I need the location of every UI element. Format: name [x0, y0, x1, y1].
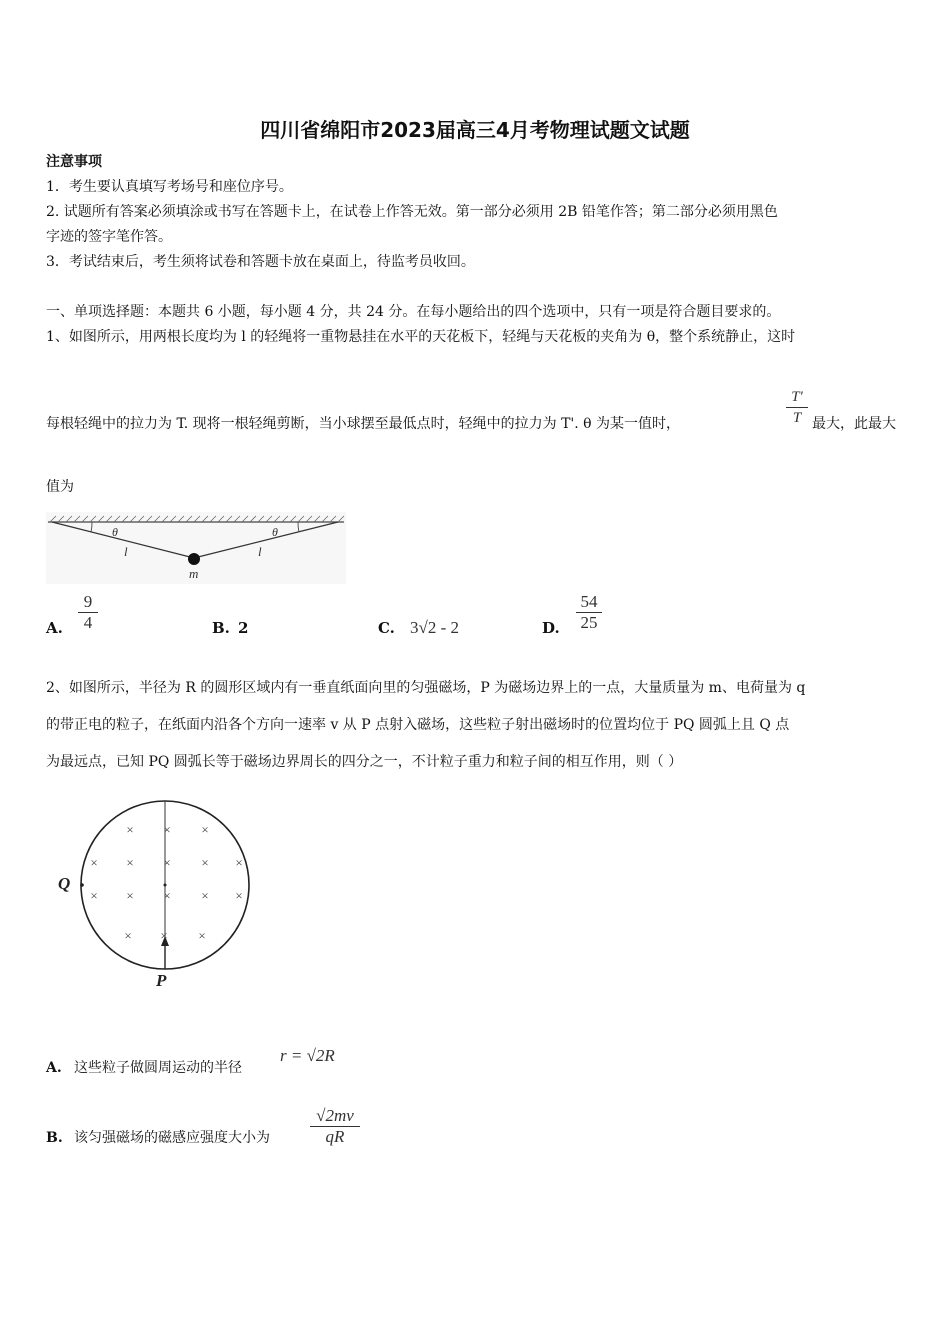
q1-line-2a: 每根轻绳中的拉力为 T. 现将一根轻绳剪断，当小球摆至最低点时，轻绳中的拉力为 T'. θ 为某一值时，	[46, 416, 681, 432]
q2-line-3: 为最远点，已知 PQ 圆弧长等于磁场边界周长的四分之一，不计粒子重力和粒子间的相互作用，则（ ）	[46, 754, 683, 770]
cross: ×	[201, 822, 209, 837]
q2-option-b-num: √2mv	[316, 1106, 354, 1125]
q2-option-a-formula: r = √2R	[280, 1046, 335, 1065]
center-point	[164, 884, 167, 887]
cross: ×	[90, 855, 98, 870]
cross: ×	[126, 888, 134, 903]
q1-option-a-label: A.	[46, 619, 63, 637]
q2-option-a-text: 这些粒子做圆周运动的半径	[74, 1060, 242, 1076]
q1-option-b-label: B.	[212, 619, 230, 637]
field-crosses	[90, 822, 242, 943]
q1-line-3: 值为	[46, 479, 74, 495]
q1-pendulum-figure	[46, 512, 346, 584]
q2-option-b-fraction	[310, 1106, 360, 1147]
cross: ×	[126, 822, 134, 837]
q1-option-c-value: 3√2 - 2	[410, 618, 459, 637]
q1-option-d-num: 54	[580, 592, 598, 611]
theta-left-label: θ	[112, 525, 118, 539]
q1-option-a-num: 9	[83, 592, 93, 611]
section-1-heading: 一、单项选择题：本题共 6 小题，每小题 4 分，共 24 分。在每小题给出的四个选项中，只有一项是符合题目要求的。	[46, 304, 781, 320]
q2-magnetic-field-figure	[54, 800, 264, 992]
cross: ×	[235, 888, 243, 903]
label-p: P	[156, 971, 167, 990]
notice-heading: 注意事项	[46, 154, 102, 170]
cross: ×	[163, 822, 171, 837]
q1-ratio-den: T	[786, 407, 808, 428]
cross: ×	[163, 855, 171, 870]
cross: ×	[160, 928, 168, 943]
q1-option-a-den: 4	[78, 612, 98, 633]
q2-line-1: 2、如图所示，半径为 R 的圆形区域内有一垂直纸面向里的匀强磁场，P 为磁场边界上的一点，大量质量为 m、电荷量为 q	[46, 680, 806, 696]
cross: ×	[198, 928, 206, 943]
q1-option-d-label: D.	[542, 619, 560, 637]
hanging-mass	[188, 553, 200, 565]
notice-item-2-line-2: 字迹的签字笔作答。	[46, 229, 172, 245]
q1-option-b-value: 2	[238, 619, 249, 637]
q2-option-a-label: A.	[46, 1060, 62, 1076]
q1-option-d-fraction	[576, 592, 602, 633]
q1-option-a-fraction	[78, 592, 98, 633]
q1-ratio-fraction	[786, 387, 808, 428]
notice-item-3: 3．考试结束后，考生须将试卷和答题卡放在桌面上，待监考员收回。	[46, 254, 475, 270]
q1-option-c-label: C.	[378, 619, 395, 637]
label-q: Q	[58, 874, 71, 893]
cross: ×	[201, 888, 209, 903]
cross: ×	[90, 888, 98, 903]
q1-ratio-num: T′	[791, 389, 803, 405]
theta-right-label: θ	[272, 525, 278, 539]
cross: ×	[163, 888, 171, 903]
page-title: 四川省绵阳市2023届高三4月考物理试题文试题	[260, 118, 690, 142]
notice-item-2-line-1: 2. 试题所有答案必须填涂或书写在答题卡上，在试卷上作答无效。第一部分必须用 2B 铅笔作答；第二部分必须用黑色	[46, 204, 778, 220]
q2-option-b-label: B.	[46, 1130, 63, 1146]
q2-option-b-den: qR	[310, 1126, 360, 1147]
cross: ×	[124, 928, 132, 943]
cross: ×	[235, 855, 243, 870]
q1-line-1: 1、如图所示，用两根长度均为 l 的轻绳将一重物悬挂在水平的天花板下，轻绳与天花板的夹角为 θ，整个系统静止，这时	[46, 329, 796, 345]
q2-option-b-text: 该匀强磁场的磁感应强度大小为	[74, 1130, 270, 1146]
point-q	[80, 883, 84, 887]
mass-label: m	[189, 566, 199, 581]
q1-line-2b: 最大，此最大	[812, 416, 896, 432]
q1-option-d-den: 25	[576, 612, 602, 633]
q2-line-2: 的带正电的粒子，在纸面内沿各个方向一速率 v 从 P 点射入磁场，这些粒子射出磁场时的位置均位于 PQ 圆弧上且 Q 点	[46, 717, 790, 733]
l-right-label: l	[258, 544, 262, 559]
cross: ×	[126, 855, 134, 870]
notice-item-1: 1．考生要认真填写考场号和座位序号。	[46, 179, 293, 195]
cross: ×	[201, 855, 209, 870]
l-left-label: l	[124, 544, 128, 559]
